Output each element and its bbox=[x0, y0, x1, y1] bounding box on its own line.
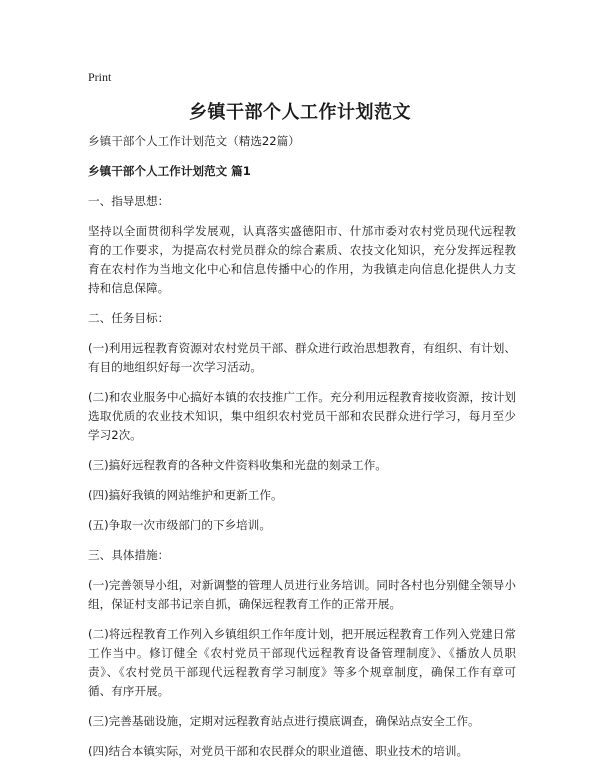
heading-guiding-thought: 一、指导思想： bbox=[88, 194, 170, 208]
paragraph: (五)争取一次市级部门的下乡培训。 bbox=[88, 518, 271, 532]
paragraph: 坚持以全面贯彻科学发展观，认真落实盛德阳市、什邡市委对农村党员现代远程教育的工作要求，为提高农村党员群众的综合素质、农技文化知识，充分发挥远程教育在农村作为当地文化中心和信息传播中心的作用，为我镇走向信息化提供人力支持和信息保障。 bbox=[88, 224, 516, 295]
document-subtitle: 乡镇干部个人工作计划范文（精选22篇） bbox=[88, 134, 300, 148]
paragraph: (四)结合本镇实际，对党员干部和农民群众的职业道德、职业技术的培训。 bbox=[88, 744, 469, 758]
document-body bbox=[88, 132, 516, 772]
print-link[interactable]: Print bbox=[88, 70, 112, 84]
paragraph: (四)搞好我镇的网站维护和更新工作。 bbox=[88, 488, 283, 502]
heading-task-goals: 二、任务目标： bbox=[88, 311, 170, 325]
paragraph: (三)搞好远程教育的各种文件资料收集和光盘的刻录工作。 bbox=[88, 458, 387, 472]
paragraph: (一)完善领导小组，对新调整的管理人员进行业务培训。同时各村也分别健全领导小组，保证村支部书记亲自抓，确保远程教育工作的正常开展。 bbox=[88, 578, 516, 611]
paragraph: (二)将远程教育工作列入乡镇组织工作年度计划，把开展远程教育工作列入党建日常工作当中。修订健全《农村党员干部现代远程教育设备管理制度》、《播放人员职责》、《农村党员干部现代远程教育学习制度》等多个规章制度，确保工作有章可循、有序开展。 bbox=[88, 627, 516, 698]
section-title: 乡镇干部个人工作计划范文 篇1 bbox=[88, 164, 251, 178]
paragraph: (二)和农业服务中心搞好本镇的农技推广工作。充分利用远程教育接收资源，按计划选取优质的农业技术知识，集中组织农村党员干部和农民群众进行学习，每月至少学习2次。 bbox=[88, 390, 516, 442]
heading-specific-measures: 三、具体措施： bbox=[88, 548, 170, 562]
paragraph: (一)利用远程教育资源对农村党员干部、群众进行政治思想教育，有组织、有计划、有目的地组织好每一次学习活动。 bbox=[88, 341, 516, 374]
document-title: 乡镇干部个人工作计划范文 bbox=[189, 102, 411, 123]
paragraph: (三)完善基础设施，定期对远程教育站点进行摸底调查，确保站点安全工作。 bbox=[88, 714, 480, 728]
